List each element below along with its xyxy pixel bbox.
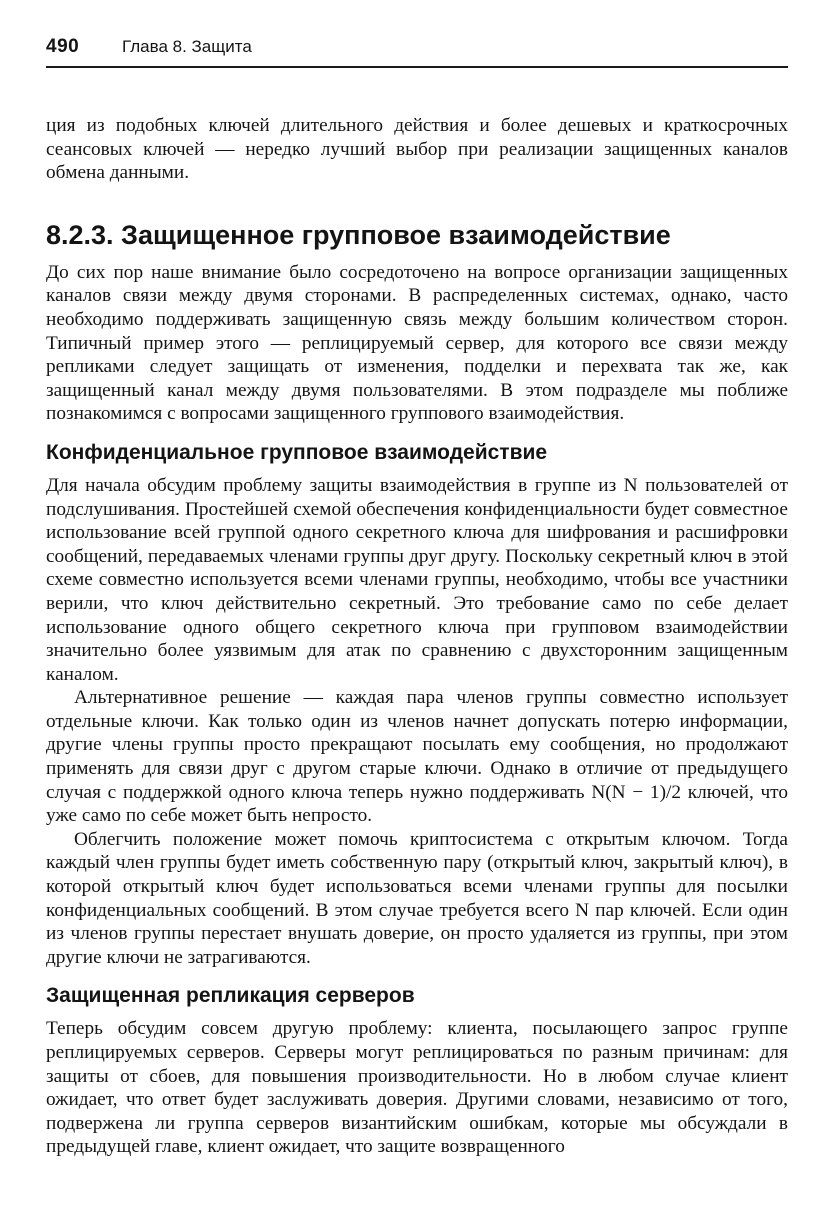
chapter-title: Глава 8. Защита: [122, 37, 252, 56]
page-header: [46, 26, 788, 68]
section-heading: 8.2.3. Защищенное групповое взаимодействие: [46, 219, 671, 250]
subsection-heading-replication: Защищенная репликация серверов: [46, 984, 415, 1008]
subsection1-paragraph-2: Альтернативное решение — каждая пара членов группы совместно использует отдельные ключи. Как только один из членов начнет допускать потерю информации, другие члены группы просто прекращают посылать ему сообщения, но продолжают применять для связи друг с другом старые ключи. Однако в отличие от предыдущего случая с поддержкой одного ключа теперь нужно поддерживать N(N − 1)/2 ключей, что уже само по себе может быть непросто.: [46, 687, 788, 827]
intro-paragraph: ция из подобных ключей длительного действия и более дешевых и краткосрочных сеансовых ключей — нередко лучший выбор при реализации защищенных каналов обмена данными.: [46, 115, 788, 184]
section-paragraph: До сих пор наше внимание было сосредоточено на вопросе организации защищенных каналов связи между двумя сторонами. В распределенных системах, однако, часто необходимо поддерживать защищенную связь между большим количеством сторон. Типичный пример этого — реплицируемый сервер, для которого все связи между репликами следует защищать от изменения, подделки и перехвата так же, как защищенный канал между двумя пользователями. В этом подразделе мы поближе познакомимся с вопросами защищенного группового взаимодействия.: [46, 261, 788, 425]
page-number: 490: [46, 36, 80, 57]
subsection1-paragraph-1: Для начала обсудим проблему защиты взаимодействия в группе из N пользователей от подслушивания. Простейшей схемой обеспечения конфиденциальности будет совместное использование всей группой одного секретного ключа для шифрования и расшифровки сообщений, передаваемых членами группы друг другу. Поскольку секретный ключ в этой схеме совместно используется всеми членами группы, необходимо, чтобы все участники верили, что ключ действительно секретный. Это требование само по себе делает использование одного общего секретного ключа при групповом взаимодействии значительно более уязвимым для атак по сравнению с двухсторонним защищенным каналом.: [46, 474, 788, 685]
subsection1-paragraph-3: Облегчить положение может помочь криптосистема с открытым ключом. Тогда каждый член группы будет иметь собственную пару (открытый ключ, закрытый ключ), в которой открытый ключ будет использоваться всеми членами группы для посылки конфиденциальных сообщений. В этом случае требуется всего N пар ключей. Если один из членов группы перестает внушать доверие, он просто удаляется из группы, при этом другие ключи не затрагиваются.: [46, 828, 788, 968]
subsection2-paragraph-1: Теперь обсудим совсем другую проблему: клиента, посылающего запрос группе реплицируемых серверов. Серверы могут реплицироваться по разным причинам: для защиты от сбоев, для повышения производительности. Но в любом случае клиент ожидает, что ответ будет заслуживать доверия. Другими словами, независимо от того, подвержена ли группа серверов византийским ошибкам, которые мы обсуждали в предыдущей главе, клиент ожидает, что защите возвращенного: [46, 1018, 788, 1158]
subsection-heading-confidential: Конфиденциальное групповое взаимодействие: [46, 440, 548, 464]
page-body: [46, 114, 788, 1159]
